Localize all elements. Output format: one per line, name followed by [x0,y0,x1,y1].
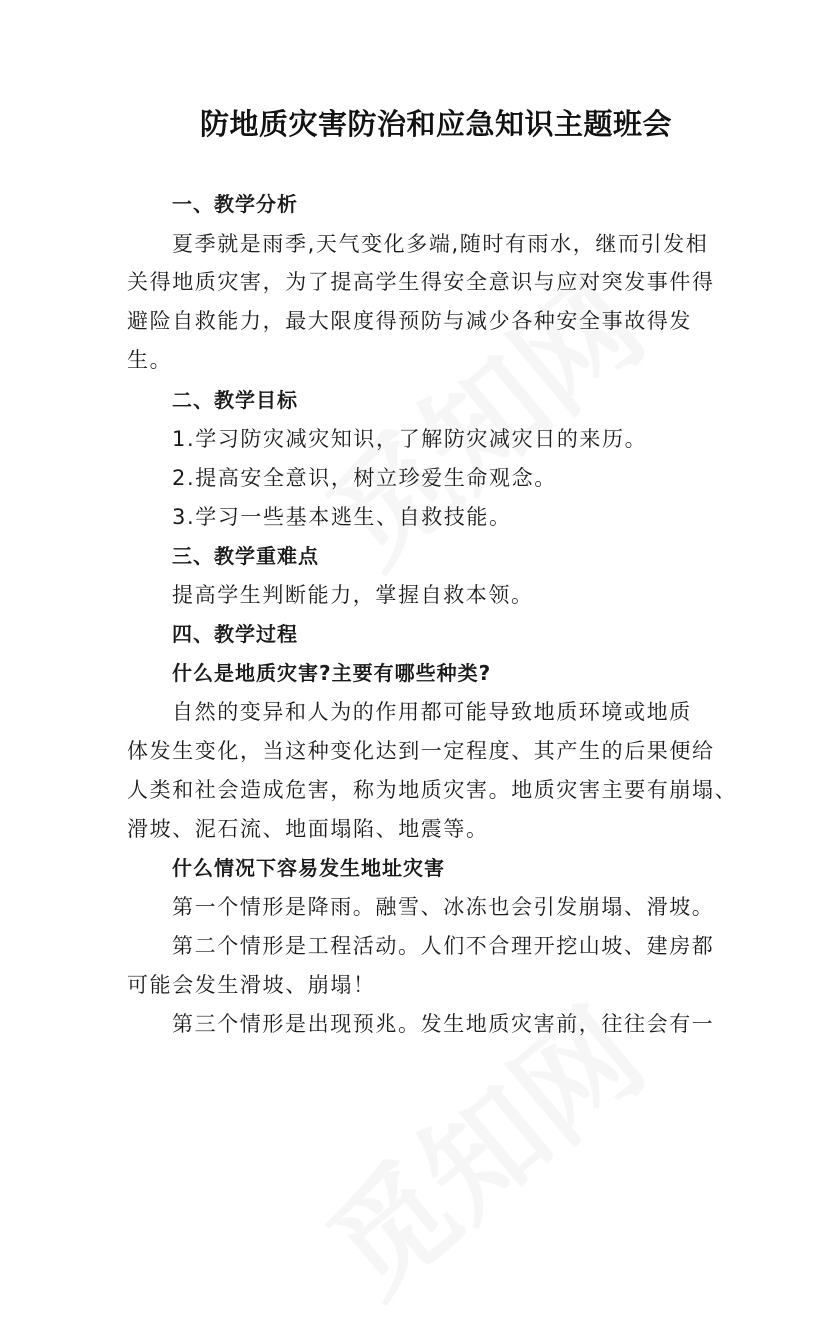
section-heading-goals: 二、教学目标 [172,388,298,412]
list-item: 2.提高安全意识，树立珍爱生命观念。 [172,466,557,490]
paragraph-line: 关得地质灾害，为了提高学生得安全意识与应对突发事件得 [127,270,715,294]
paragraph-line: 自然的变异和人为的作用都可能导致地质环境或地质 [172,700,692,724]
paragraph-line: 避险自救能力，最大限度得预防与减少各种安全事故得发 [127,309,692,333]
paragraph-line: 生。 [127,348,173,372]
paragraph-line: 第二个情形是工程活动。人们不合理开挖山坡、建房都 [172,934,715,958]
section-heading-analysis: 一、教学分析 [172,192,298,216]
page-title: 防地质灾害防治和应急知识主题班会 [200,107,673,141]
paragraph-line: 可能会发生滑坡、崩塌！ [127,973,376,997]
list-item: 1.学习防灾减灾知识，了解防灾减灾日的来历。 [172,427,648,451]
paragraph-line: 夏季就是雨季,天气变化多端,随时有雨水，继而引发相 [172,232,709,256]
section-heading-process: 四、教学过程 [172,622,298,646]
subheading-question: 什么情况下容易发生地址灾害 [172,856,445,880]
paragraph-line: 滑坡、泥石流、地面塌陷、地震等。 [127,817,489,841]
paragraph-line: 第一个情形是降雨。融雪、冰冻也会引发崩塌、滑坡。 [172,895,715,919]
section-heading-key-points: 三、教学重难点 [172,544,319,568]
subheading-question: 什么是地质灾害?主要有哪些种类? [172,661,492,685]
paragraph-line: 提高学生判断能力，掌握自救本领。 [172,583,534,607]
paragraph-line: 体发生变化，当这种变化达到一定程度、其产生的后果便给 [127,739,715,763]
list-item: 3.学习一些基本逃生、自救技能。 [172,505,512,529]
paragraph-line: 第三个情形是出现预兆。发生地质灾害前，往往会有一 [172,1012,715,1036]
paragraph-line: 人类和社会造成危害，称为地质灾害。地质灾害主要有崩塌、 [127,778,738,802]
